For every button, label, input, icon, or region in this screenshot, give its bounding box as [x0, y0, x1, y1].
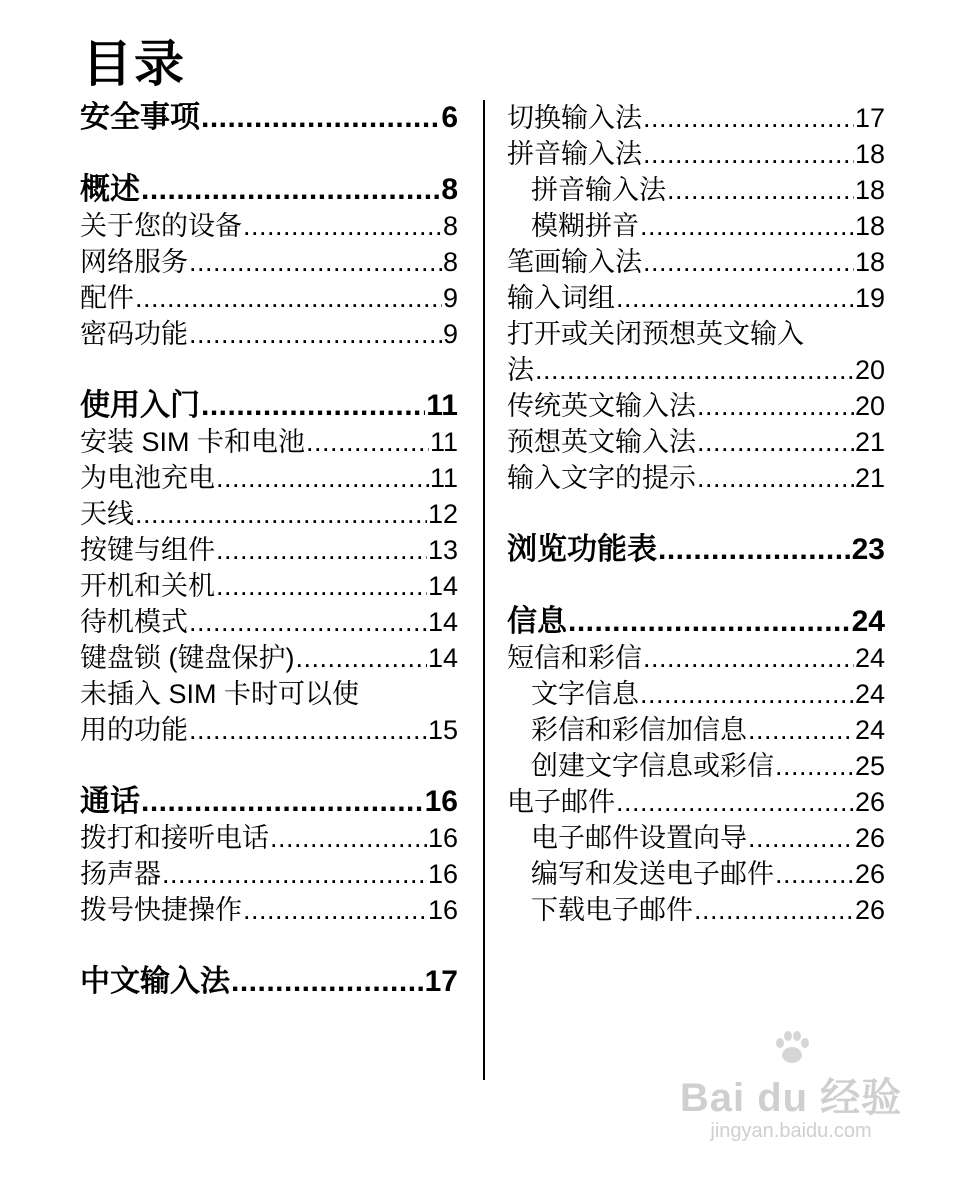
toc-page-number: 24	[851, 605, 885, 638]
toc-entry[interactable]	[507, 244, 885, 280]
toc-entry-title: 拼音输入法	[507, 139, 642, 169]
toc-entry-title: 打开或关闭预想英文输入	[507, 319, 804, 349]
section-gap	[80, 748, 458, 784]
dot-leader	[135, 280, 442, 316]
toc-entry[interactable]	[80, 208, 458, 244]
toc-entry-title: 天线	[80, 499, 134, 529]
dot-leader	[141, 172, 440, 208]
dot-leader	[216, 532, 427, 568]
toc-entry-title: 输入文字的提示	[507, 463, 696, 493]
toc-entry[interactable]	[80, 460, 458, 496]
toc-entry[interactable]	[507, 208, 885, 244]
toc-entry-title: 编写和发送电子邮件	[531, 859, 774, 889]
dot-leader	[189, 244, 442, 280]
toc-page-number: 24	[854, 643, 885, 673]
toc-page-number: 21	[854, 463, 885, 493]
toc-entry[interactable]	[507, 712, 885, 748]
dot-leader	[643, 100, 854, 136]
toc-entry[interactable]	[80, 532, 458, 568]
toc-entry-title: 安全事项	[80, 101, 200, 134]
toc-page-number: 18	[854, 247, 885, 277]
toc-page-number: 16	[427, 895, 458, 925]
toc-page-number: 24	[854, 715, 885, 745]
toc-entry[interactable]	[80, 316, 458, 352]
toc-entry[interactable]	[80, 712, 458, 748]
watermark-brand: Bai du 经验	[679, 1076, 903, 1120]
toc-entry-title: 拨号快捷操作	[80, 895, 242, 925]
toc-entry[interactable]	[507, 748, 885, 784]
dot-leader	[775, 748, 854, 784]
toc-entry-title: 短信和彩信	[507, 643, 642, 673]
toc-page-number: 16	[424, 785, 458, 818]
toc-entry-title: 浏览功能表	[507, 533, 657, 566]
toc-page-number: 19	[854, 283, 885, 313]
toc-left-column	[80, 100, 458, 1000]
dot-leader	[306, 424, 429, 460]
toc-entry-title: 电子邮件设置向导	[531, 823, 747, 853]
toc-entry-title: 关于您的设备	[80, 211, 242, 241]
toc-entry[interactable]	[80, 892, 458, 928]
toc-entry[interactable]	[80, 856, 458, 892]
toc-entry[interactable]	[80, 820, 458, 856]
toc-page-number: 6	[441, 101, 458, 134]
toc-entry[interactable]	[507, 460, 885, 496]
dot-leader	[216, 460, 429, 496]
toc-section-heading[interactable]	[507, 604, 885, 640]
toc-entry-title: 待机模式	[80, 607, 188, 637]
toc-section-heading[interactable]	[80, 784, 458, 820]
toc-page-number: 26	[854, 895, 885, 925]
toc-entry[interactable]	[507, 136, 885, 172]
section-gap	[507, 496, 885, 532]
toc-entry[interactable]	[80, 280, 458, 316]
dot-leader	[189, 316, 442, 352]
toc-page-number: 15	[427, 715, 458, 745]
dot-leader	[243, 892, 427, 928]
toc-entry[interactable]	[507, 280, 885, 316]
toc-entry-title: 网络服务	[80, 247, 188, 277]
toc-section-heading[interactable]	[507, 532, 885, 568]
toc-entry-title: 笔画输入法	[507, 247, 642, 277]
dot-leader	[748, 712, 854, 748]
toc-page-number: 16	[427, 823, 458, 853]
toc-entry-title: 创建文字信息或彩信	[531, 751, 774, 781]
toc-section-heading[interactable]	[80, 172, 458, 208]
dot-leader	[216, 568, 427, 604]
toc-entry[interactable]	[80, 640, 458, 676]
dot-leader	[201, 388, 425, 424]
paw-logo-icon	[772, 1028, 812, 1068]
toc-entry[interactable]	[507, 424, 885, 460]
toc-page-number: 18	[854, 175, 885, 205]
toc-page-number: 18	[854, 139, 885, 169]
toc-entry-title: 用的功能	[80, 715, 188, 745]
toc-section-heading[interactable]	[80, 388, 458, 424]
toc-entry[interactable]	[507, 784, 885, 820]
toc-entry-title: 模糊拼音	[531, 211, 639, 241]
section-gap	[80, 352, 458, 388]
toc-page-number: 8	[441, 173, 458, 206]
toc-entry[interactable]	[80, 676, 458, 712]
dot-leader	[643, 244, 854, 280]
toc-page-number: 26	[854, 787, 885, 817]
dot-leader	[643, 640, 854, 676]
toc-entry-title: 为电池充电	[80, 463, 215, 493]
toc-entry[interactable]	[80, 496, 458, 532]
toc-page-number: 18	[854, 211, 885, 241]
toc-entry-title: 切换输入法	[507, 103, 642, 133]
dot-leader	[643, 136, 854, 172]
dot-leader	[775, 856, 854, 892]
dot-leader	[270, 820, 427, 856]
dot-leader	[616, 280, 854, 316]
dot-leader	[141, 784, 424, 820]
toc-section-heading[interactable]	[80, 964, 458, 1000]
toc-entry-title: 密码功能	[80, 319, 188, 349]
baidu-jingyan-watermark	[676, 1028, 906, 1148]
toc-entry[interactable]	[507, 352, 885, 388]
toc-page-number: 20	[854, 355, 885, 385]
toc-page-number: 20	[854, 391, 885, 421]
toc-entry[interactable]	[507, 856, 885, 892]
dot-leader	[658, 532, 851, 568]
toc-page-number: 14	[427, 643, 458, 673]
toc-entry[interactable]	[507, 388, 885, 424]
toc-entry-title: 按键与组件	[80, 535, 215, 565]
toc-entry-title: 配件	[80, 283, 134, 313]
toc-entry-title: 概述	[80, 173, 140, 206]
toc-entry[interactable]	[507, 892, 885, 928]
toc-entry-title: 扬声器	[80, 859, 161, 889]
toc-page-number: 26	[854, 859, 885, 889]
toc-entry[interactable]	[507, 676, 885, 712]
toc-entry[interactable]	[80, 424, 458, 460]
toc-entry-title: 文字信息	[531, 679, 639, 709]
section-gap	[80, 928, 458, 964]
toc-entry-title: 电子邮件	[507, 787, 615, 817]
dot-leader	[616, 784, 854, 820]
toc-entry-title: 未插入 SIM 卡时可以使	[80, 679, 360, 709]
toc-page-number: 17	[854, 103, 885, 133]
toc-entry-title: 安装 SIM 卡和电池	[80, 427, 306, 457]
dot-leader	[748, 820, 854, 856]
dot-leader	[243, 208, 442, 244]
toc-page-number: 25	[854, 751, 885, 781]
toc-entry-title: 彩信和彩信加信息	[531, 715, 747, 745]
toc-entry[interactable]	[80, 604, 458, 640]
toc-entry[interactable]	[80, 244, 458, 280]
dot-leader	[231, 964, 424, 1000]
toc-entry-title: 下载电子邮件	[531, 895, 693, 925]
toc-page-number: 13	[427, 535, 458, 565]
section-gap	[80, 136, 458, 172]
dot-leader	[189, 604, 427, 640]
section-gap	[507, 568, 885, 604]
toc-page-number: 14	[427, 571, 458, 601]
dot-leader	[697, 388, 854, 424]
toc-page-number: 26	[854, 823, 885, 853]
dot-leader	[667, 172, 854, 208]
toc-entry-title: 使用入门	[80, 389, 200, 422]
page-title: 目录	[82, 35, 186, 93]
watermark-site: jingyan.baidu.com	[710, 1120, 872, 1142]
toc-page-number: 9	[442, 283, 458, 313]
toc-entry-title: 拼音输入法	[531, 175, 666, 205]
toc-entry-title: 拨打和接听电话	[80, 823, 269, 853]
toc-entry[interactable]	[80, 568, 458, 604]
toc-page-number: 11	[429, 463, 458, 493]
dot-leader	[697, 424, 854, 460]
toc-page-number: 11	[429, 427, 458, 457]
toc-section-heading[interactable]	[80, 100, 458, 136]
toc-entry-title: 信息	[507, 605, 567, 638]
toc-page-number: 11	[426, 389, 458, 422]
toc-entry-title: 传统英文输入法	[507, 391, 696, 421]
toc-page-number: 12	[427, 499, 458, 529]
toc-page-number: 8	[442, 247, 458, 277]
dot-leader	[697, 460, 854, 496]
dot-leader	[189, 712, 427, 748]
dot-leader	[640, 676, 854, 712]
dot-leader	[162, 856, 427, 892]
dot-leader	[694, 892, 854, 928]
toc-page-number: 16	[427, 859, 458, 889]
column-divider	[483, 100, 485, 1080]
toc-entry-title: 开机和关机	[80, 571, 215, 601]
toc-page-number: 14	[427, 607, 458, 637]
dot-leader	[568, 604, 851, 640]
dot-leader	[201, 100, 440, 136]
toc-entry-title: 通话	[80, 785, 140, 818]
toc-page-number: 8	[442, 211, 458, 241]
toc-entry-title: 法	[507, 355, 534, 385]
toc-page-number: 9	[442, 319, 458, 349]
dot-leader	[135, 496, 427, 532]
toc-page-number: 21	[854, 427, 885, 457]
toc-right-column	[507, 100, 885, 928]
dot-leader	[640, 208, 854, 244]
toc-page-number: 23	[851, 533, 885, 566]
dot-leader	[535, 352, 854, 388]
toc-entry-title: 输入词组	[507, 283, 615, 313]
toc-entry[interactable]	[507, 640, 885, 676]
toc-entry[interactable]	[507, 100, 885, 136]
dot-leader	[295, 640, 426, 676]
toc-entry[interactable]	[507, 316, 885, 352]
toc-entry[interactable]	[507, 172, 885, 208]
toc-entry-title: 键盘锁 (键盘保护)	[80, 643, 295, 673]
toc-entry[interactable]	[507, 820, 885, 856]
toc-page-number: 17	[424, 965, 458, 998]
toc-entry-title: 预想英文输入法	[507, 427, 696, 457]
toc-page-number: 24	[854, 679, 885, 709]
toc-entry-title: 中文输入法	[80, 965, 230, 998]
